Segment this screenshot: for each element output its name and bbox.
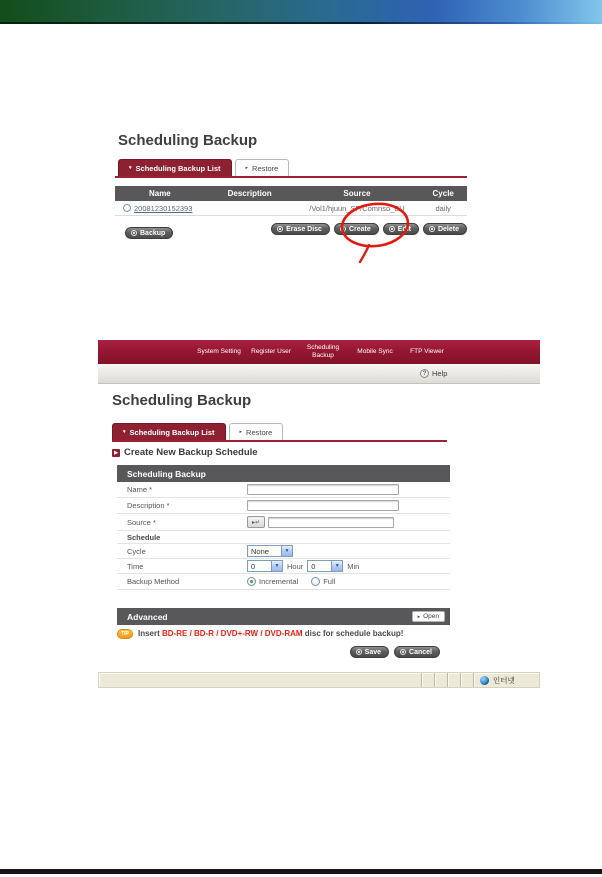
advanced-section-bar [117,608,450,625]
tab-scheduling-backup-list[interactable] [118,159,232,176]
row-source-cell: /Vol1/hjuun_SF/Comnso_BU [309,203,405,213]
backup-button-label: Backup [140,229,166,237]
delete-button[interactable] [423,223,467,235]
save-button-label: Save [364,648,382,656]
internet-zone-cell [473,673,539,687]
min-unit-label: Min [347,561,360,571]
row-cycle-cell: daily [435,203,451,213]
erase-disc-button[interactable] [271,223,330,235]
section-arrow-icon: ▶ [112,449,120,457]
bullet-icon [131,230,137,236]
cycle-select[interactable] [247,545,293,557]
nav-item-scheduling-backup[interactable]: Scheduling Backup [306,343,340,359]
chevron-down-icon: ▼ [281,546,292,556]
cycle-select-value: None [251,546,269,556]
create-button-label: Create [348,225,371,233]
edit-button[interactable] [383,223,419,235]
hour-select[interactable] [247,560,283,572]
bullet-icon [429,226,435,232]
column-header-description: Description [227,189,272,198]
form-action-buttons [117,646,440,658]
screenshot-create-schedule [98,340,540,688]
erase-disc-button-label: Erase Disc [286,225,322,233]
nav-item-system-setting[interactable]: System Setting [197,347,241,355]
chevron-down-icon: ▼ [271,561,282,571]
delete-button-label: Delete [437,225,459,233]
tab-bar [118,159,289,176]
column-header-cycle: Cycle [432,189,454,198]
name-input[interactable] [247,484,399,495]
advanced-open-button[interactable] [412,611,445,622]
nav-item-ftp-viewer[interactable]: FTP Viewer [410,347,444,355]
time-label: Time [127,561,144,571]
open-marker-icon: ▸ [417,613,421,620]
table-header-row [115,186,467,201]
min-select-value: 0 [311,561,316,571]
form-row-time [117,559,450,574]
bullet-icon [356,649,362,655]
tab-label: Restore [252,163,279,173]
column-header-name: Name [148,189,171,198]
tab-underline [112,440,447,442]
status-message-cell [99,673,421,687]
tip-media-types: BD-RE / BD-R / DVD+-RW / DVD-RAM [162,629,303,638]
page-title: Scheduling Backup [118,132,258,149]
schedule-name-link[interactable]: 20081230152393 [134,203,193,213]
browser-status-bar [98,672,540,688]
edit-button-label: Edit [397,225,411,233]
bullet-icon [389,226,395,232]
tab-restore[interactable] [235,159,290,176]
full-radio[interactable] [311,577,320,586]
globe-icon [480,676,489,685]
tab-marker-icon: ▸ [239,429,243,435]
create-button[interactable] [334,223,379,235]
status-cell [434,673,447,687]
bottom-border-line [0,869,602,874]
tab-underline [115,176,467,178]
name-label: Name * [127,485,153,494]
tab-restore[interactable] [229,423,284,440]
page-title: Scheduling Backup [112,392,252,409]
top-gradient-banner [0,0,602,22]
source-browse-button[interactable] [247,516,265,528]
section-title-label: Create New Backup Schedule [124,447,258,458]
backup-button[interactable] [125,227,173,239]
help-link[interactable] [420,369,447,378]
save-button[interactable] [350,646,389,658]
tip-badge-icon: TIP [117,629,133,639]
help-icon: ? [420,369,429,378]
chevron-down-icon: ▼ [331,561,342,571]
form-row-description [117,498,450,514]
tab-marker-icon: ▾ [129,165,132,171]
backup-schedule-form [117,465,450,590]
advanced-label: Advanced [127,611,168,622]
tab-label: Scheduling Backup List [135,163,221,173]
tip-note [117,629,403,639]
nav-item-register-user[interactable]: Register User [251,347,291,355]
status-cell [421,673,434,687]
form-row-backup-method [117,574,450,590]
source-label: Source * [127,517,156,527]
tab-label: Restore [246,427,273,437]
cancel-button[interactable] [394,646,440,658]
tab-scheduling-backup-list[interactable] [112,423,226,440]
nav-item-mobile-sync[interactable]: Mobile Sync [357,347,393,355]
help-label: Help [432,369,448,378]
help-bar [98,364,540,384]
full-radio-label: Full [323,577,336,586]
form-row-name [117,482,450,498]
table-row[interactable] [115,201,467,216]
tab-label: Scheduling Backup List [129,427,215,437]
description-label: Description * [127,501,170,510]
bullet-icon [400,649,406,655]
source-input[interactable] [268,517,394,528]
tip-text: Insert BD-RE / BD-R / DVD+-RW / DVD-RAM disc for schedule backup! [138,629,404,638]
top-banner-edge [0,22,602,24]
status-cell [460,673,473,687]
section-title [112,447,258,458]
open-button-label: Open [423,613,439,620]
tab-bar [112,423,283,440]
status-cell [447,673,460,687]
internet-zone-label: 인터넷 [493,675,515,685]
form-row-source [117,514,450,531]
description-input[interactable] [247,500,399,511]
tab-marker-icon: ▾ [123,429,126,435]
incremental-radio-label: Incremental [259,577,299,586]
form-header: Scheduling Backup [117,465,450,482]
hour-select-value: 0 [251,561,256,571]
form-subheader-schedule [117,531,450,544]
bullet-icon [277,226,283,232]
cycle-label: Cycle [127,546,146,556]
incremental-radio[interactable] [247,577,256,586]
backup-method-label: Backup Method [127,577,180,586]
column-header-source: Source [343,189,371,198]
row-radio-button[interactable] [123,204,131,212]
form-row-cycle [117,544,450,559]
backup-schedule-table [115,186,467,216]
tab-marker-icon: ▸ [245,165,249,171]
browse-icon: ▸↵ [251,519,261,526]
hour-unit-label: Hour [287,561,304,571]
main-nav-bar [98,340,540,364]
schedule-subheader-label: Schedule [127,532,161,542]
cancel-button-label: Cancel [409,648,432,656]
bullet-icon [340,226,346,232]
table-action-buttons [115,223,467,241]
min-select[interactable] [307,560,343,572]
